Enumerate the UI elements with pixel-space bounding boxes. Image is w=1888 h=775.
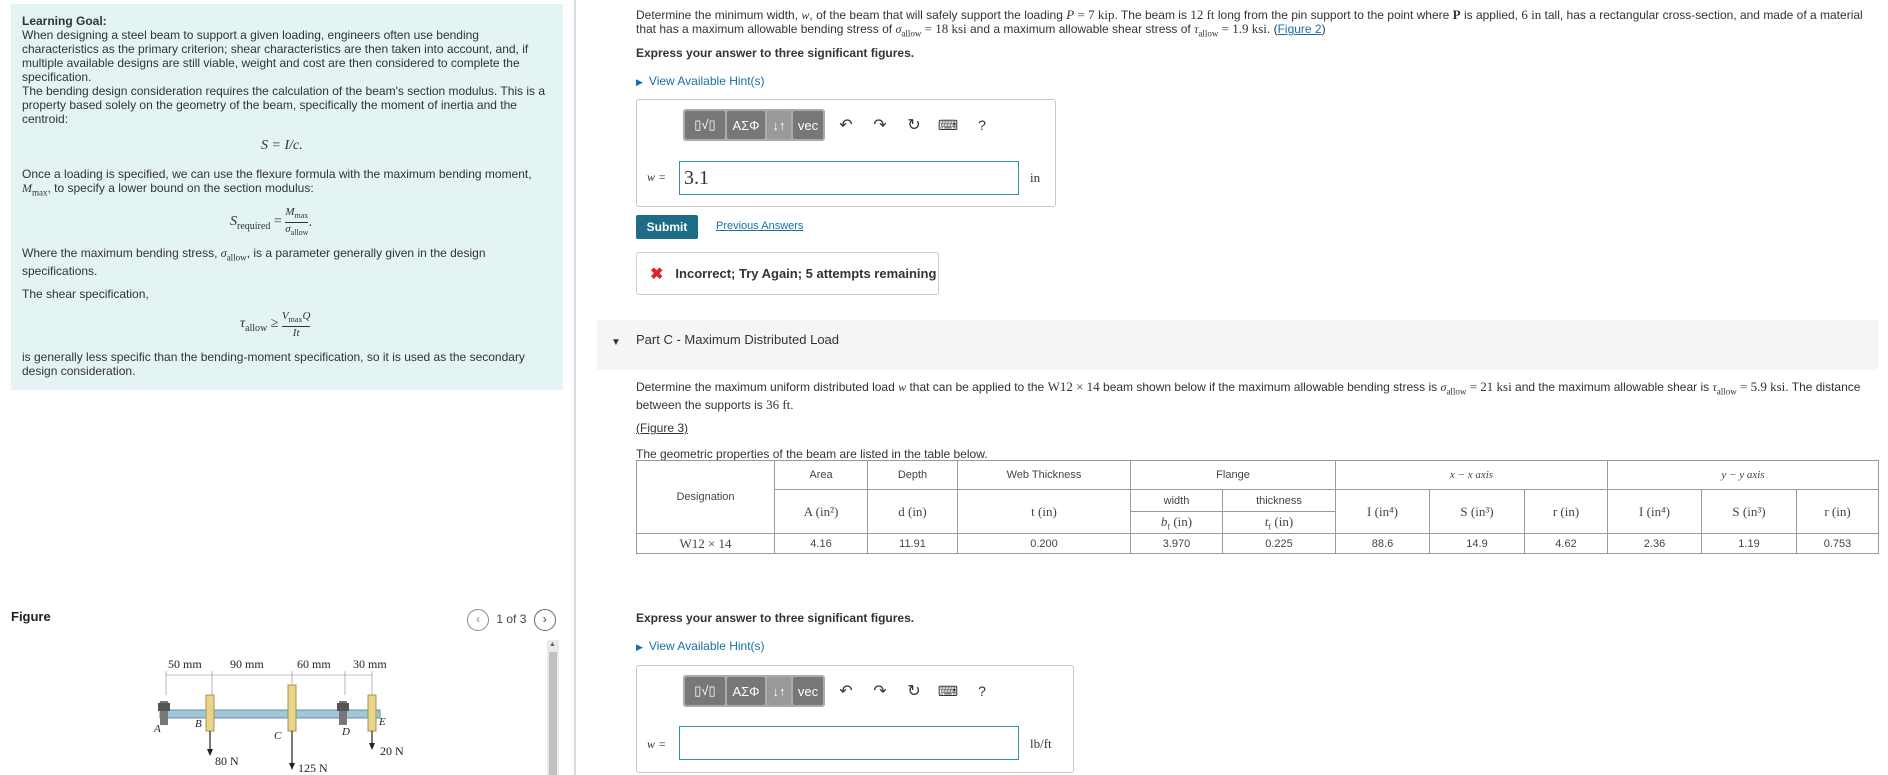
table-cell: 3.970 [1131, 534, 1223, 554]
learning-goal-heading: Learning Goal: [22, 14, 107, 28]
point-label: E [379, 716, 386, 728]
dim-label: 50 mm [168, 657, 202, 671]
unit-tf: $t_f$ (in) [1223, 512, 1336, 534]
part-b-question: Determine the minimum width, w, of the beam that will safely support the loading P = 7 kip. The beam is 12 ft long from the pin support to the point where P is applied, 6 in tall, has a rectangular cross-section, and made of a material that has a maximum allowable bending stress of $\sigma_{allow} = 18$ ksi and a maximum allowable shear stress of $\tau_{allow} = 1.9$ ksi. (Figure 2) [636, 7, 1863, 39]
figure-3-link[interactable]: (Figure 3) [636, 421, 689, 435]
table-cell: 0.225 [1223, 534, 1336, 554]
learning-goal-p1: When designing a steel beam to support a given loading, engineers often use bending characteristics as the primary criterion; shear characteristics are then taken into account, and, if multiple available designs are still viable, weight and cost are then considered to complete the specification. [22, 28, 529, 84]
table-cell: 14.9 [1430, 534, 1525, 554]
greek-button[interactable]: ΑΣΦ [727, 677, 765, 705]
header-width: width [1131, 490, 1223, 512]
dim-label: 60 mm [297, 657, 331, 671]
left-pane [0, 0, 576, 775]
templates-button[interactable]: ▯√▯ [685, 677, 725, 705]
dim-label: 30 mm [353, 657, 387, 671]
undo-icon[interactable]: ↶ [839, 683, 853, 700]
help-icon[interactable]: ? [978, 683, 986, 699]
learning-goal-p6: is generally less specific than the bending-moment specification, so it is used as the secondary design consideration. [22, 350, 525, 378]
figure-scrollbar[interactable]: ▲ [547, 640, 559, 775]
header-area: Area [775, 461, 868, 490]
table-intro: The geometric properties of the beam are listed in the table below. [636, 447, 988, 461]
part-c-title: Part C - Maximum Distributed Load [636, 332, 840, 347]
math-toolbar [683, 675, 995, 707]
table-cell: 0.753 [1797, 534, 1879, 554]
part-c-answer-input[interactable] [679, 726, 1019, 760]
eq-shear-spec: $\tau_{allow}$ ≥ $V_{max}Q$ It [240, 310, 311, 340]
header-depth: Depth [868, 461, 958, 490]
arrows-button[interactable]: ↓↑ [767, 111, 791, 139]
header-designation: Designation [637, 461, 775, 534]
figure-2-link[interactable]: Figure 2 [1277, 22, 1322, 36]
learning-goal-p3: Once a loading is specified, we can use the flexure formula with the maximum bending moment, $M_{max}$, to specify a lower bound on the section modulus: [22, 167, 532, 198]
point-label: A [154, 723, 161, 735]
figure-pager [467, 609, 556, 631]
load-label: 20 N [380, 744, 404, 758]
part-c-answer-box [636, 665, 1074, 773]
submit-button[interactable]: Submit [636, 215, 698, 239]
redo-icon[interactable]: ↷ [873, 683, 887, 700]
templates-button[interactable]: ▯√▯ [685, 111, 725, 139]
part-b-unit: in [1030, 170, 1041, 185]
figure-label: Figure [11, 609, 51, 624]
point-label: B [195, 718, 202, 730]
part-c-unit: lb/ft [1030, 736, 1052, 751]
reset-icon[interactable]: ↻ [907, 117, 921, 134]
unit-web: t (in) [958, 490, 1131, 534]
prev-figure-button[interactable]: ‹ [467, 609, 489, 631]
part-c-express: Express your answer to three significant figures. [636, 611, 915, 625]
point-label: C [274, 730, 282, 742]
collapse-icon[interactable]: ▼ [611, 337, 621, 348]
unit-rx: r (in) [1525, 490, 1608, 534]
unit-iy: I (in⁴) [1608, 490, 1702, 534]
part-b-variable-label: w = [647, 170, 667, 184]
eq-section-modulus: S = I/c. [261, 138, 303, 153]
unit-bf: $b_f$ (in) [1131, 512, 1223, 534]
header-thickness: thickness [1223, 490, 1336, 512]
vec-button[interactable]: vec [793, 677, 823, 705]
feedback-incorrect [636, 252, 939, 295]
unit-area: A (in²) [775, 490, 868, 534]
learning-goal-box [11, 4, 563, 390]
eq-s-required: $S_{required}$ = $M_{max}$ $\sigma_{allow}$ . [230, 206, 312, 238]
part-b-express: Express your answer to three significant figures. [636, 46, 915, 60]
table-cell: 11.91 [868, 534, 958, 554]
load-label: 80 N [215, 754, 239, 768]
vec-button[interactable]: vec [793, 111, 823, 139]
redo-icon[interactable]: ↷ [873, 117, 887, 134]
learning-goal-p2: The bending design consideration requires the calculation of the beam's section modulus. This is a property based solely on the geometry of the beam, specifically the moment of inertia and the centroid: [22, 84, 546, 126]
next-figure-button[interactable]: › [534, 609, 556, 631]
table-cell: 4.62 [1525, 534, 1608, 554]
math-toolbar [683, 109, 995, 141]
error-icon: ✖ [650, 265, 664, 283]
load-label: 125 N [298, 761, 328, 775]
help-icon[interactable]: ? [978, 117, 986, 133]
part-b-answer-box [636, 99, 1056, 207]
header-flange: Flange [1131, 461, 1336, 490]
beam-figure [150, 655, 430, 775]
undo-icon[interactable]: ↶ [839, 117, 853, 134]
part-c-hint-link[interactable]: ▶ View Available Hint(s) [636, 639, 765, 653]
dim-label: 90 mm [230, 657, 264, 671]
table-cell: 4.16 [775, 534, 868, 554]
unit-ry: r (in) [1797, 490, 1879, 534]
feedback-text: Incorrect; Try Again; 5 attempts remaining [675, 266, 937, 281]
table-cell: 88.6 [1336, 534, 1430, 554]
header-x-axis: x − x axis [1336, 461, 1608, 490]
header-y-axis: y − y axis [1608, 461, 1879, 490]
table-cell: 2.36 [1608, 534, 1702, 554]
keyboard-icon[interactable]: ⌨ [937, 116, 959, 133]
header-web-thickness: Web Thickness [958, 461, 1131, 490]
table-cell: 0.200 [958, 534, 1131, 554]
unit-sy: S (in³) [1702, 490, 1797, 534]
part-c-header[interactable] [597, 320, 1878, 370]
part-c-question: Determine the maximum uniform distributed load w that can be applied to the W12 × 14 beam shown below if the maximum allowable bending stress is $\sigma_{allow} = 21$ ksi and the maximum allowable shear is $\tau_{allow} = 5.9$ ksi. The distance between the supports is 36 ft. [636, 379, 1861, 413]
part-c-variable-label: w = [647, 737, 667, 751]
unit-depth: d (in) [868, 490, 958, 534]
beam-properties-table [636, 460, 1879, 554]
keyboard-icon[interactable]: ⌨ [937, 682, 959, 699]
reset-icon[interactable]: ↻ [907, 683, 921, 700]
previous-answers-link[interactable]: Previous Answers [716, 220, 804, 232]
unit-ix: I (in⁴) [1336, 490, 1430, 534]
point-label: D [342, 726, 350, 738]
unit-sx: S (in³) [1430, 490, 1525, 534]
figure-page-count: 1 of 3 [496, 612, 527, 627]
arrows-button[interactable]: ↓↑ [767, 677, 791, 705]
part-b-answer-input[interactable]: 3.1 [679, 161, 1019, 195]
learning-goal-p5: The shear specification, [22, 287, 149, 301]
table-cell: 1.19 [1702, 534, 1797, 554]
greek-button[interactable]: ΑΣΦ [727, 111, 765, 139]
learning-goal-p4: Where the maximum bending stress, $\sigma_{allow}$, is a parameter generally given in the design specifications. [22, 246, 486, 279]
part-b-hint-link[interactable]: ▶ View Available Hint(s) [636, 74, 765, 88]
table-cell: W12 × 14 [637, 534, 775, 554]
